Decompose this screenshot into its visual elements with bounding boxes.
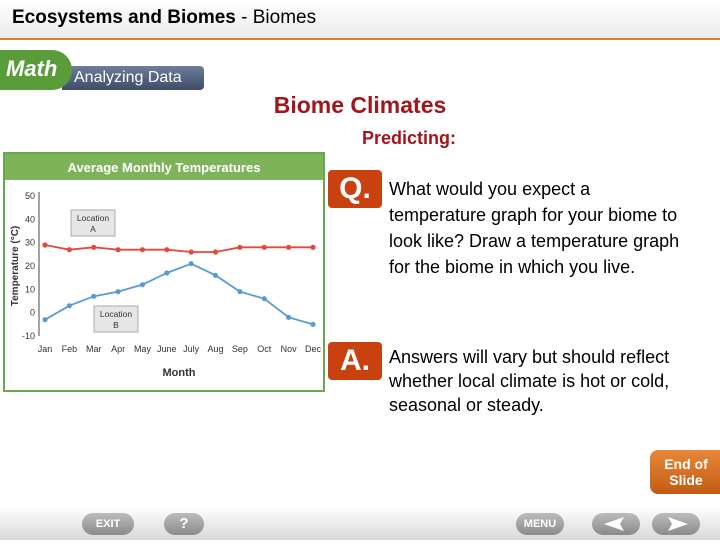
y-tick-label: 50 (24, 191, 35, 201)
menu-button[interactable]: MENU (516, 513, 564, 535)
x-tick-label: May (133, 344, 151, 354)
page-subtitle: Predicting: (362, 128, 457, 148)
y-tick-label: -10 (21, 331, 35, 341)
data-point (42, 242, 47, 247)
data-point (115, 247, 120, 252)
location-a-label-text-line1: Location (76, 213, 110, 223)
x-tick-label: Jan (37, 344, 53, 354)
y-tick-label: 20 (24, 261, 35, 271)
x-tick-label: Dec (304, 344, 322, 354)
data-point (237, 245, 242, 250)
x-axis-label: Month (162, 367, 196, 379)
question-badge (328, 170, 382, 208)
location-b-label-text-line2: B (113, 320, 119, 330)
exit-button[interactable]: EXIT (82, 513, 134, 535)
x-tick-label: Nov (280, 344, 297, 354)
help-button[interactable]: ? (164, 513, 204, 535)
question-text: What would you expect a temperature graph for your biome to look like? Draw a temperature graph for the biome in which you live. (389, 179, 680, 277)
end-of-slide-line2: Slide (669, 472, 703, 488)
x-tick-label: July (183, 344, 200, 354)
answer-label: A. (340, 344, 370, 377)
location-b-label-text-line1: Location (99, 309, 133, 319)
data-point (140, 247, 145, 252)
data-point (310, 322, 315, 327)
previous-button[interactable] (592, 513, 640, 535)
y-tick-label: 30 (24, 237, 35, 248)
data-point (286, 245, 291, 250)
data-point (91, 245, 96, 250)
header-bar (0, 0, 720, 40)
answer-badge (328, 342, 382, 380)
x-tick-label: June (157, 344, 177, 354)
data-point (286, 315, 291, 320)
end-of-slide-line1: End of (664, 456, 708, 472)
series-line-location-a (45, 245, 313, 252)
data-point (310, 245, 315, 250)
x-tick-label: Feb (61, 344, 78, 354)
data-point (42, 317, 47, 322)
end-of-slide-button[interactable] (650, 450, 720, 494)
x-tick-label: Mar (85, 344, 102, 354)
analyzing-data-label: Analyzing Data (74, 69, 182, 86)
x-tick-label: Aug (207, 344, 224, 354)
data-point (213, 249, 218, 254)
data-point (262, 245, 267, 250)
data-point (115, 289, 120, 294)
y-axis-label: Temperature (°C) (10, 225, 21, 307)
data-point (189, 261, 194, 266)
forward-arrow-icon (652, 513, 700, 535)
analyzing-data-tab (62, 66, 204, 90)
back-arrow-icon (592, 513, 640, 535)
y-tick-label: 40 (24, 214, 35, 225)
answer-text: Answers will vary but should reflect whether local climate is hot or cold, seasonal or steady. (389, 347, 670, 415)
y-tick-label: 0 (29, 307, 35, 318)
data-point (189, 249, 194, 254)
header-title: Ecosystems and Biomes - Biomes (12, 7, 317, 28)
page-title: Biome Climates (273, 92, 447, 118)
next-button[interactable] (652, 513, 700, 535)
data-point (237, 289, 242, 294)
y-tick-label: 10 (24, 284, 35, 295)
math-tab (0, 50, 72, 90)
location-a-label-text-line2: A (90, 224, 96, 234)
chart-title: Average Monthly Temperatures (67, 160, 261, 175)
series-line-location-b (45, 264, 313, 325)
data-point (164, 270, 169, 275)
x-tick-label: Apr (111, 344, 126, 354)
data-point (164, 247, 169, 252)
temperature-chart (3, 152, 325, 392)
data-point (262, 296, 267, 301)
data-point (67, 247, 72, 252)
data-point (91, 294, 96, 299)
data-point (140, 282, 145, 287)
x-tick-label: Sep (231, 344, 248, 354)
question-label: Q. (339, 172, 371, 205)
data-point (213, 273, 218, 278)
math-banner (0, 50, 210, 90)
data-point (67, 303, 72, 308)
x-tick-label: Oct (257, 344, 272, 354)
chart-svg (5, 154, 323, 390)
math-label: Math (6, 56, 58, 81)
